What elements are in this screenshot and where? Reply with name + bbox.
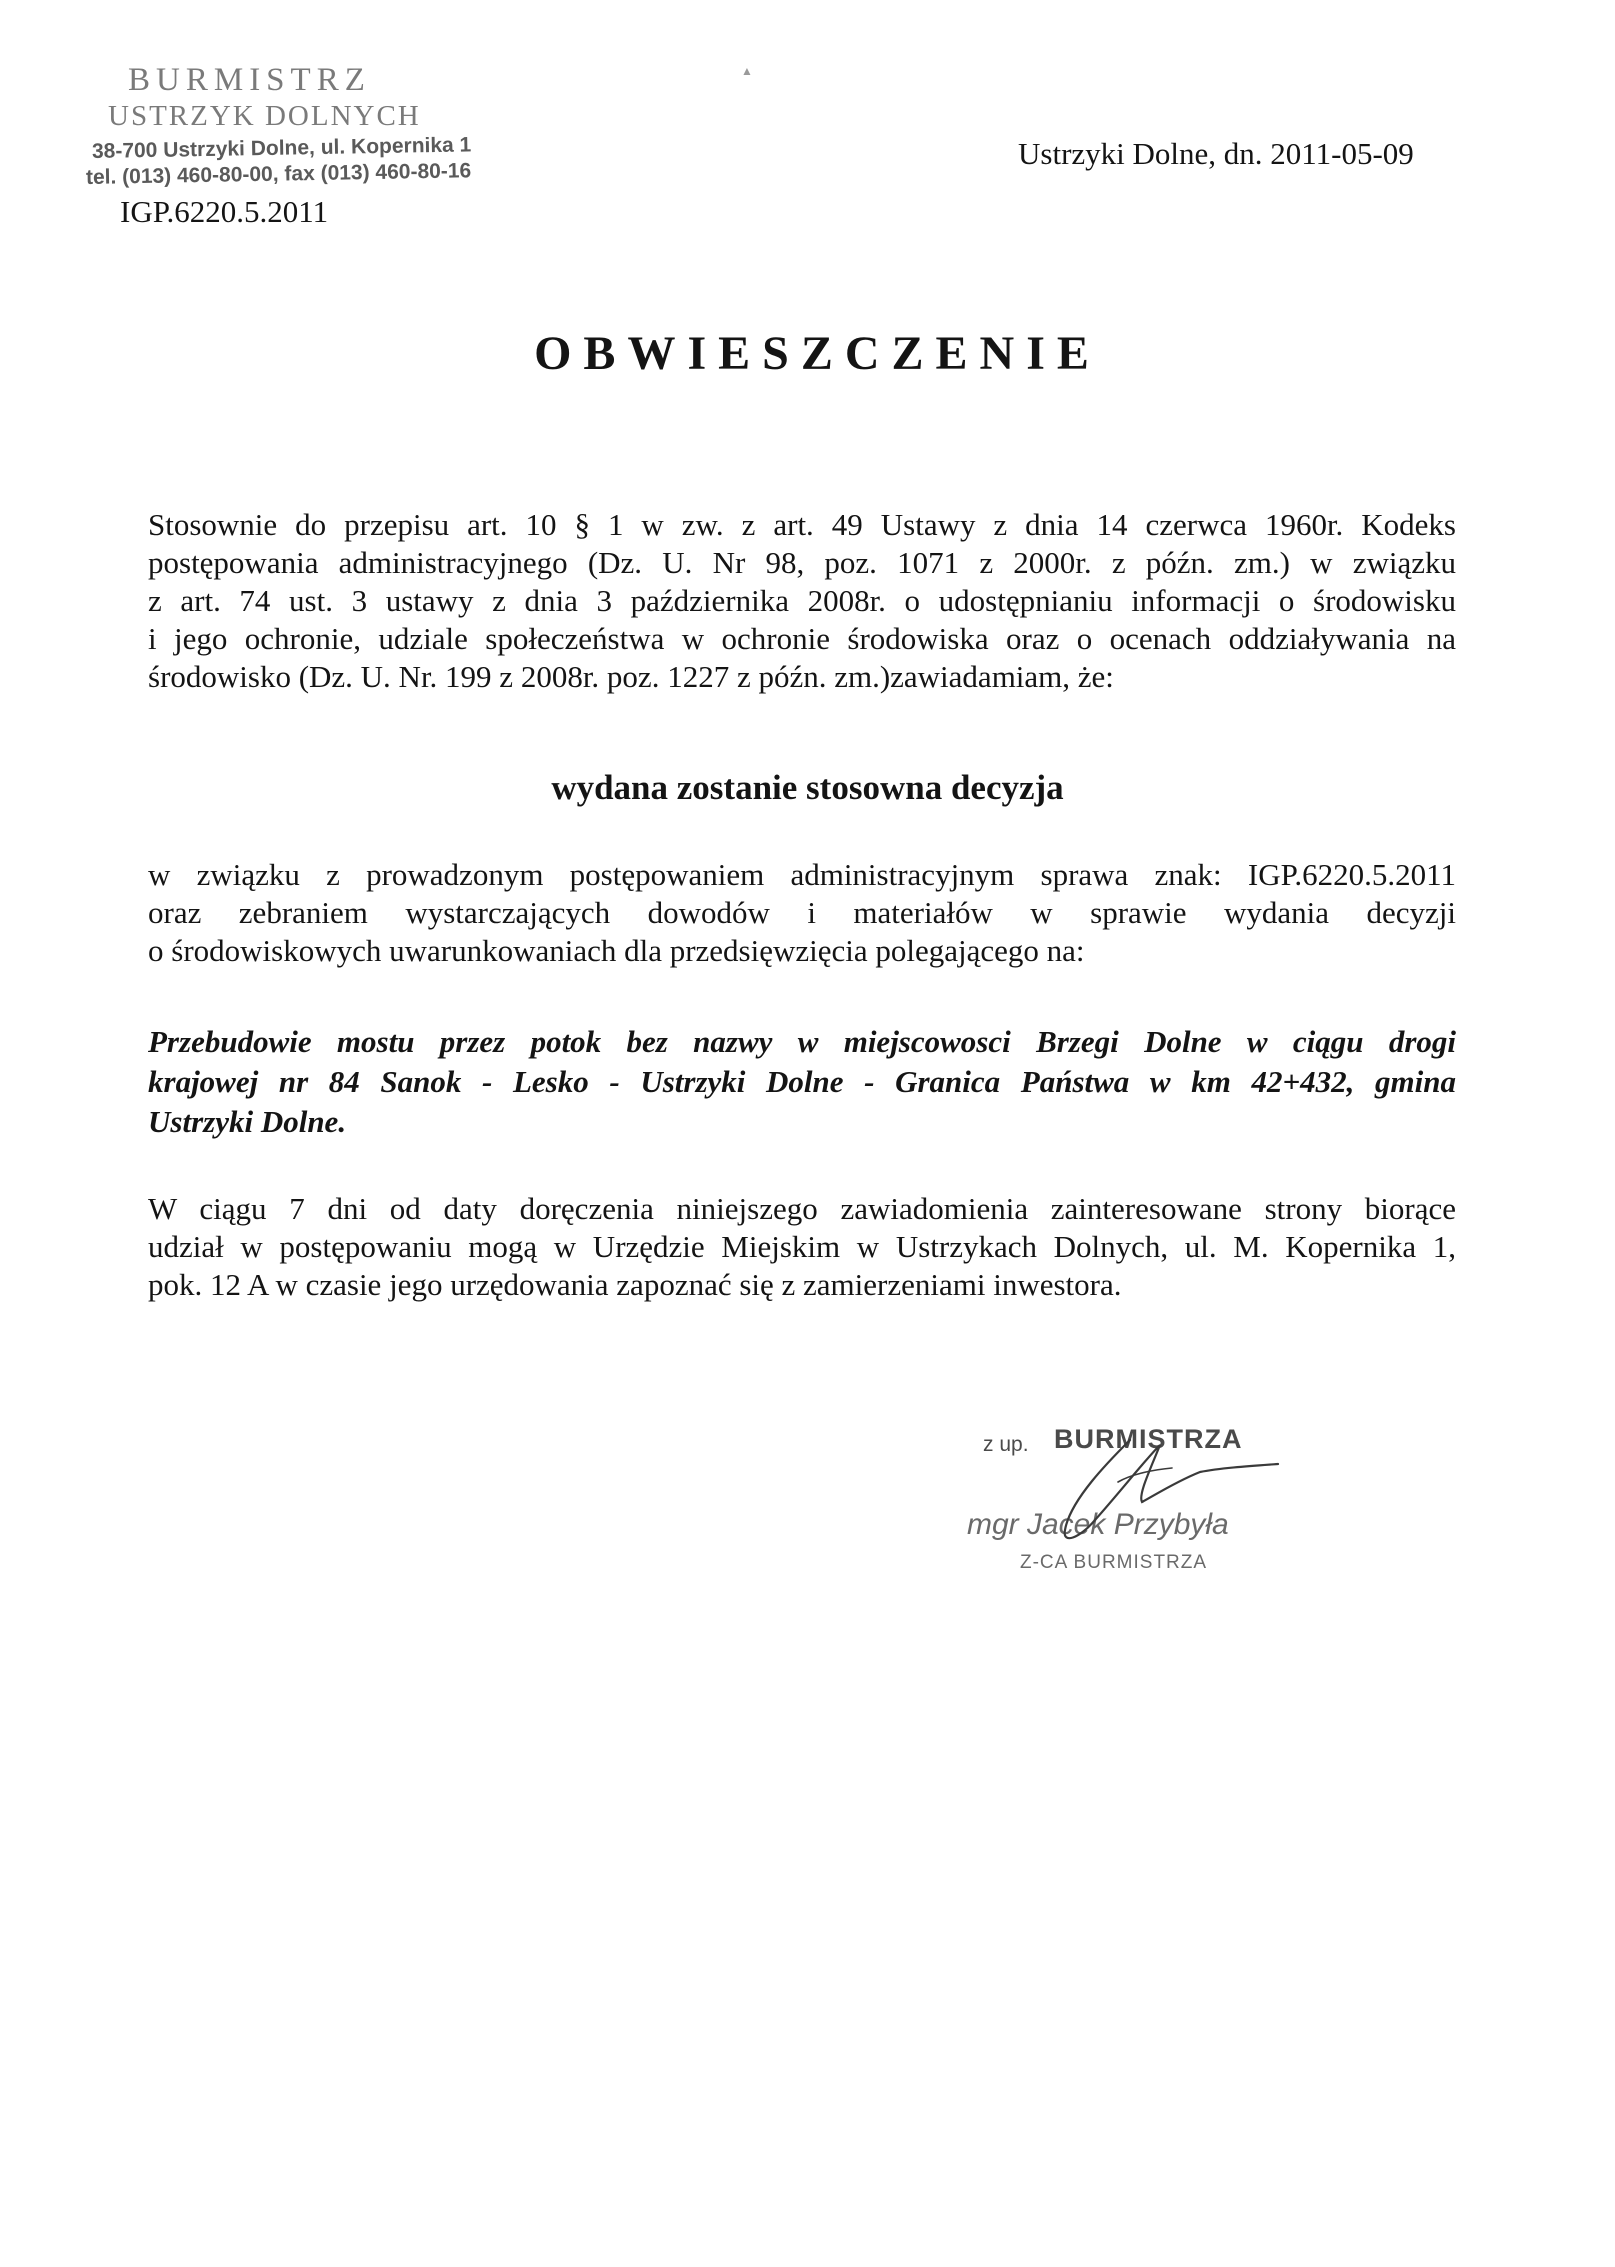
context-paragraph bbox=[148, 856, 1456, 970]
intro-paragraph bbox=[148, 506, 1456, 696]
closing-line: udział w postępowaniu mogą w Urzędzie Miejskim w Ustrzykach Dolnych, ul. M. Kopernika 1, bbox=[148, 1229, 1456, 1264]
project-description bbox=[148, 1022, 1456, 1142]
project-line: krajowej nr 84 Sanok - Lesko - Ustrzyki Dolne - Granica Państwa w km 42+432, gmina bbox=[148, 1064, 1456, 1099]
project-line: Ustrzyki Dolne. bbox=[148, 1104, 347, 1139]
intro-line: Stosownie do przepisu art. 10 § 1 w zw. z art. 49 Ustawy z dnia 14 czerwca 1960r. Kodeks bbox=[148, 507, 1456, 542]
intro-line: i jego ochronie, udziale społeczeństwa w ochronie środowiska oraz o ocenach oddziaływania na bbox=[148, 621, 1456, 656]
decision-heading: wydana zostanie stosowna decyzja bbox=[551, 768, 1064, 807]
closing-paragraph bbox=[148, 1190, 1456, 1304]
signature-title: BURMISTRZA bbox=[1054, 1424, 1243, 1454]
date-line: Ustrzyki Dolne, dn. 2011-05-09 bbox=[1018, 136, 1414, 171]
signature-role: Z-CA BURMISTRZA bbox=[1020, 1552, 1208, 1573]
letterhead-city: USTRZYK DOLNYCH bbox=[108, 100, 421, 132]
closing-line: pok. 12 A w czasie jego urzędowania zapoznać się z zamierzeniami inwestora. bbox=[148, 1267, 1122, 1302]
project-line: Przebudowie mostu przez potok bez nazwy w miejscowosci Brzegi Dolne w ciągu drogi bbox=[148, 1024, 1456, 1059]
intro-line: środowisko (Dz. U. Nr. 199 z 2008r. poz. 1227 z późn. zm.)zawiadamiam, że: bbox=[148, 659, 1114, 694]
scan-mark: ▲ bbox=[741, 64, 753, 78]
context-line: o środowiskowych uwarunkowaniach dla przedsięwzięcia polegającego na: bbox=[148, 933, 1085, 968]
context-line: w związku z prowadzonym postępowaniem administracyjnym sprawa znak: IGP.6220.5.2011 bbox=[148, 857, 1456, 892]
letterhead-address: 38-700 Ustrzyki Dolne, ul. Kopernika 1 bbox=[91, 133, 472, 163]
intro-line: z art. 74 ust. 3 ustawy z dnia 3 października 2008r. o udostępnianiu informacji o środowisku bbox=[148, 583, 1456, 618]
letterhead-phone: tel. (013) 460-80-00, fax (013) 460-80-16 bbox=[85, 159, 472, 189]
signature-name: mgr Jacek Przybyła bbox=[967, 1508, 1229, 1541]
reference-number: IGP.6220.5.2011 bbox=[120, 194, 329, 229]
context-line: oraz zebraniem wystarczających dowodów i materiałów w sprawie wydania decyzji bbox=[148, 895, 1456, 930]
intro-line: postępowania administracyjnego (Dz. U. Nr 98, poz. 1071 z 2000r. z późn. zm.) w związku bbox=[148, 545, 1456, 580]
signature-prefix: z up. bbox=[983, 1433, 1029, 1456]
letterhead-title: BURMISTRZ bbox=[128, 62, 371, 98]
document-title: OBWIESZCZENIE bbox=[534, 327, 1101, 380]
closing-line: W ciągu 7 dni od daty doręczenia niniejszego zawiadomienia zainteresowane strony biorące bbox=[148, 1191, 1456, 1226]
signature-block bbox=[960, 1420, 1300, 1600]
